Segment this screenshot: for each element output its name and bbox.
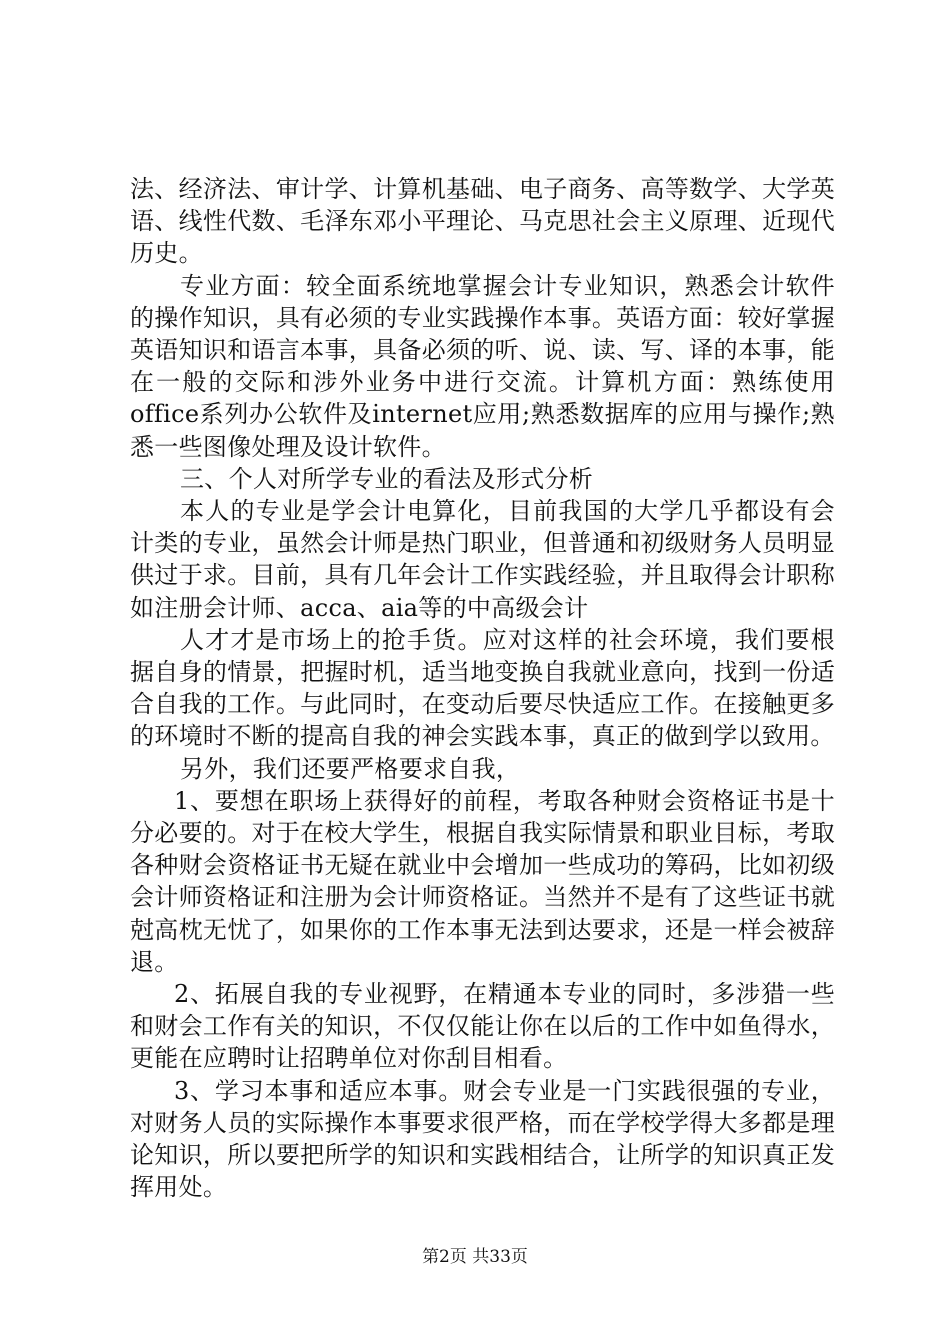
section-heading: 三、个人对所学专业的看法及形式分析 bbox=[180, 464, 594, 493]
paragraph-course-list: 法、经济法、审计学、计算机基础、电子商务、高等数学、大学英语、线性代数、毛泽东邓小平理论、马克思社会主义原理、近现代历史。 bbox=[130, 175, 835, 268]
paragraph-skills: 专业方面：较全面系统地掌握会计专业知识，熟悉会计软件的操作知识，具有必须的专业实践操作本事。英语方面：较好掌握英语知识和语言本事，具备必须的听、说、读、写、译的本事，能在一般的交际和涉外业务中进行交流。计算机方面：熟练使用office系列办公软件及internet应用;熟悉数据库的应用与操作;熟悉一些图像处理及设计软件。 bbox=[130, 271, 835, 461]
paragraph-market: 人才才是市场上的抢手货。应对这样的社会环境，我们要根据自身的情景，把握时机，适当地变换自我就业意向，找到一份适合自我的工作。与此同时，在变动后要尽快适应工作。在接触更多的环境时不断的提高自我的神会实践本事，真正的做到学以致用。 bbox=[130, 625, 835, 751]
list-item-horizons: 2、拓展自我的专业视野，在精通本专业的同时，多涉猎一些和财会工作有关的知识，不仅仅能让你在以后的工作中如鱼得水，更能在应聘时让招聘单位对你刮目相看。 bbox=[130, 980, 835, 1073]
list-item-learning: 3、学习本事和适应本事。财会专业是一门实践很强的专业，对财务人员的实际操作本事要求很严格，而在学校学得大多都是理论知识，所以要把所学的知识和实践相结合，让所学的知识真正发挥用处。 bbox=[130, 1076, 835, 1202]
page-number-footer: 第2页 共33页 bbox=[422, 1247, 528, 1267]
list-item-certificates: 1、要想在职场上获得好的前程，考取各种财会资格证书是十分必要的。对于在校大学生，根据自我实际情景和职业目标，考取各种财会资格证书无疑在就业中会增加一些成功的筹码，比如初级会计师资格证和注册为会计师资格证。当然并不是有了这些证书就尅高枕无忧了，如果你的工作本事无法到达要求，还是一样会被辞退。 bbox=[130, 786, 835, 976]
document-body bbox=[130, 173, 835, 1204]
paragraph-major-analysis: 本人的专业是学会计电算化，目前我国的大学几乎都设有会计类的专业，虽然会计师是热门职业，但普通和初级财务人员明显供过于求。目前，具有几年会计工作实践经验，并且取得会计职称如注册会计师、acca、aia等的中高级会计 bbox=[130, 497, 835, 622]
paragraph-self-requirement: 另外，我们还要严格要求自我， bbox=[180, 754, 521, 783]
